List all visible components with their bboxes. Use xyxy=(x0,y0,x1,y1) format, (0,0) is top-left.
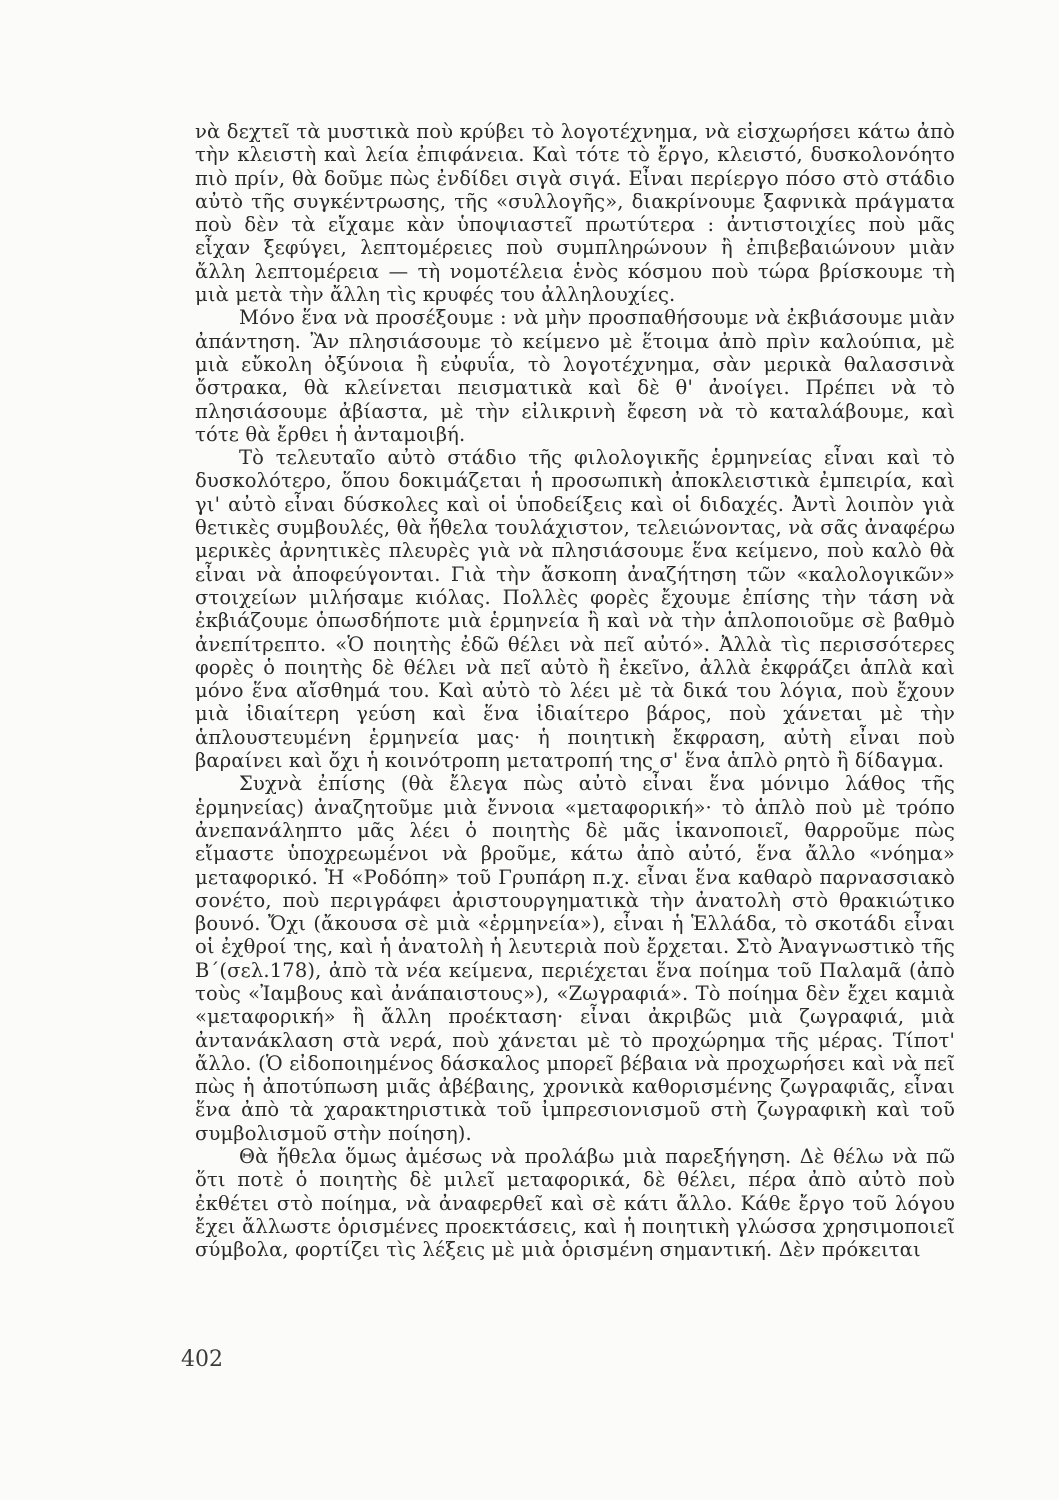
paragraph: Θὰ ἤθελα ὅμως ἀμέσως νὰ προλάβω μιὰ παρεξήγηση. Δὲ θέλω νὰ πῶ ὅτι ποτὲ ὁ ποιητὴς δὲ μιλεῖ μεταφορικά, δὲ θέλει, πέρα ἀπὸ αὐτὸ ποὺ ἐκθέτει στὸ ποίημα, νὰ ἀναφερθεῖ καὶ σὲ κάτι ἄλλο. Κάθε ἔργο τοῦ λόγου ἔχει ἄλλωστε ὁρισμένες προεκτάσεις, καὶ ἡ ποιητικὴ γλώσσα χρησιμοποιεῖ σύμβολα, φορτίζει τὶς λέξεις μὲ μιὰ ὁρισμένη σημαντική. Δὲν πρόκειται xyxy=(195,1145,955,1262)
body-text xyxy=(195,120,955,1262)
paragraph-continuation: νὰ δεχτεῖ τὰ μυστικὰ ποὺ κρύβει τὸ λογοτέχνημα, νὰ εἰσχωρήσει κάτω ἀπὸ τὴν κλειστὴ καὶ λεία ἐπιφάνεια. Καὶ τότε τὸ ἔργο, κλειστό, δυσκολονόητο πιὸ πρίν, θὰ δοῦμε πὼς ἐνδίδει σιγὰ σιγά. Εἶναι περίεργο πόσο στὸ στάδιο αὐτὸ τῆς συγκέντρωσης, τῆς «συλλογῆς», διακρίνουμε ξαφνικὰ πράγματα ποὺ δὲν τὰ εἴχαμε κὰν ὑποψιαστεῖ πρωτύτερα : ἀντιστοιχίες ποὺ μᾶς εἶχαν ξεφύγει, λεπτομέρειες ποὺ συμπληρώνουν ἢ ἐπιβεβαιώνουν μιὰν ἄλλη λεπτομέρεια — τὴ νομοτέλεια ἑνὸς κόσμου ποὺ τώρα βρίσκουμε τὴ μιὰ μετὰ τὴν ἄλλη τὶς κρυφές του ἀλληλουχίες. xyxy=(195,120,955,307)
page-number: 402 xyxy=(181,1347,223,1372)
paragraph: Τὸ τελευταῖο αὐτὸ στάδιο τῆς φιλολογικῆς ἑρμηνείας εἶναι καὶ τὸ δυσκολότερο, ὅπου δοκιμάζεται ἡ προσωπικὴ ἀποκλειστικὰ ἐμπειρία, καὶ γι' αὐτὸ εἶναι δύσκολες καὶ οἱ ὑποδείξεις καὶ οἱ διδαχές. Ἀντὶ λοιπὸν γιὰ θετικὲς συμβουλές, θὰ ἤθελα τουλάχιστον, τελειώνοντας, νὰ σᾶς ἀναφέρω μερικὲς ἀρνητικὲς πλευρὲς γιὰ νὰ πλησιάσουμε ἕνα κείμενο, ποὺ καλὸ θὰ εἶναι νὰ ἀποφεύγονται. Γιὰ τὴν ἄσκοπη ἀναζήτηση τῶν «καλολογικῶν» στοιχείων μιλήσαμε κιόλας. Πολλὲς φορὲς ἔχουμε ἐπίσης τὴν τάση νὰ ἐκβιάζουμε ὁπωσδήποτε μιὰ ἑρμηνεία ἢ καὶ νὰ τὴν ἁπλοποιοῦμε σὲ βαθμὸ ἀνεπίτρεπτο. «Ὁ ποιητὴς ἐδῶ θέλει νὰ πεῖ αὐτό». Ἀλλὰ τὶς περισσότερες φορὲς ὁ ποιητὴς δὲ θέλει νὰ πεῖ αὐτὸ ἢ ἐκεῖνο, ἀλλὰ ἐκφράζει ἁπλὰ καὶ μόνο ἕνα αἴσθημά του. Καὶ αὐτὸ τὸ λέει μὲ τὰ δικά του λόγια, ποὺ ἔχουν μιὰ ἰδιαίτερη γεύση καὶ ἕνα ἰδιαίτερο βάρος, ποὺ χάνεται μὲ τὴν ἁπλουστευμένη ἑρμηνεία μας· ἡ ποιητικὴ ἔκφραση, αὐτὴ εἶναι ποὺ βαραίνει καὶ ὄχι ἡ κοινότροπη μετατροπή της σ' ἕνα ἁπλὸ ρητὸ ἢ δίδαγμα. xyxy=(195,446,955,773)
paragraph: Μόνο ἕνα νὰ προσέξουμε : νὰ μὴν προσπαθήσουμε νὰ ἐκβιάσουμε μιὰν ἀπάντηση. Ἂν πλησιάσουμε τὸ κείμενο μὲ ἕτοιμα ἀπὸ πρὶν καλούπια, μὲ μιὰ εὔκολη ὀξύνοια ἢ εὐφυΐα, τὸ λογοτέχνημα, σὰν μερικὰ θαλασσινὰ ὄστρακα, θὰ κλείνεται πεισματικὰ καὶ δὲ θ' ἀνοίγει. Πρέπει νὰ τὸ πλησιάσουμε ἀβίαστα, μὲ τὴν εἰλικρινὴ ἔφεση νὰ τὸ καταλάβουμε, καὶ τότε θὰ ἔρθει ἡ ἀνταμοιβή. xyxy=(195,306,955,446)
paragraph: Συχνὰ ἐπίσης (θὰ ἔλεγα πὼς αὐτὸ εἶναι ἕνα μόνιμο λάθος τῆς ἑρμηνείας) ἀναζητοῦμε μιὰ ἔννοια «μεταφορική»· τὸ ἁπλὸ ποὺ μὲ τρόπο ἀνεπανάληπτο μᾶς λέει ὁ ποιητὴς δὲ μᾶς ἱκανοποιεῖ, θαρροῦμε πὼς εἴμαστε ὑποχρεωμένοι νὰ βροῦμε, κάτω ἀπὸ αὐτό, ἕνα ἄλλο «νόημα» μεταφορικό. Ἡ «Ροδόπη» τοῦ Γρυπάρη π.χ. εἶναι ἕνα καθαρὸ παρνασσιακὸ σονέτο, ποὺ περιγράφει ἀριστουργηματικὰ τὴν ἀνατολὴ στὸ θρακιώτικο βουνό. Ὄχι (ἄκουσα σὲ μιὰ «ἑρμηνεία»), εἶναι ἡ Ἑλλάδα, τὸ σκοτάδι εἶναι οἱ ἐχθροί της, καὶ ἡ ἀνατολὴ ἡ λευτεριὰ ποὺ ἔρχεται. Στὸ Ἀναγνωστικὸ τῆς Β΄(σελ.178), ἀπὸ τὰ νέα κείμενα, περιέχεται ἕνα ποίημα τοῦ Παλαμᾶ (ἀπὸ τοὺς «Ἰαμβους καὶ ἀνάπαιστους»), «Ζωγραφιά». Τὸ ποίημα δὲν ἔχει καμιὰ «μεταφορική» ἢ ἄλλη προέκταση· εἶναι ἀκριβῶς μιὰ ζωγραφιά, μιὰ ἀντανάκλαση στὰ νερά, ποὺ χάνεται μὲ τὸ προχώρημα τῆς μέρας. Τίποτ' ἄλλο. (Ὁ εἰδοποιημένος δάσκαλος μπορεῖ βέβαια νὰ προχωρήσει καὶ νὰ πεῖ πὼς ἡ ἀποτύπωση μιᾶς ἀβέβαιης, χρονικὰ καθορισμένης ζωγραφιᾶς, εἶναι ἕνα ἀπὸ τὰ χαρακτηριστικὰ τοῦ ἰμπρεσιονισμοῦ στὴ ζωγραφικὴ καὶ τοῦ συμβολισμοῦ στὴν ποίηση). xyxy=(195,772,955,1145)
